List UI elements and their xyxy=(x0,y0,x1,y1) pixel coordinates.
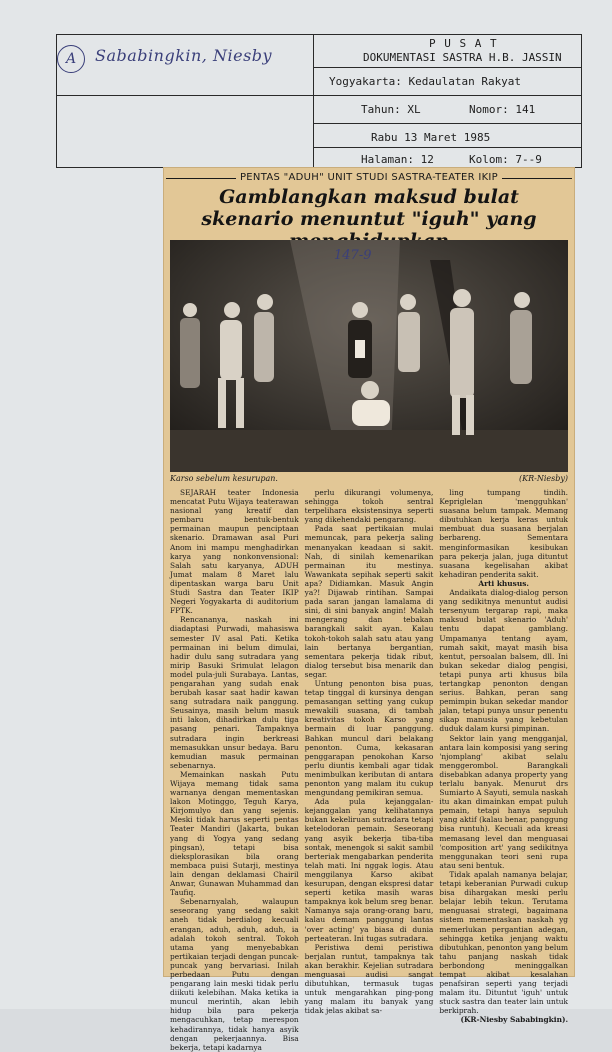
paragraph: Pada saat pertikaian mulai memuncak, para pekerja saling menanyakan keadaan si sakit. Nah, di sinilah kemenarikan permainan itu mestinya. Wawankata sepihak seperti sakit apa? Didiamkan. Masuk Angin ya?! Dijawab rintihan. Sampai pada saran jangan lamalama di sini, di sini banyak angin! Malah mengerang dan tebakan barangkali sakit ayan. Kalau tokoh-tokoh salah satu atau yang lain bertanya bergantian, sementara pekerja tidak ribut, dialog tersebut bisa menarik dan segar. xyxy=(304,524,434,679)
newspaper-clipping xyxy=(164,168,574,1052)
paragraph: Peristiwa demi peristiwa berjalan runtut, tampaknya tak akan berakhir. Kejelian sutradara menguasai audisi sangat dibutuhkan, termasuk tugas untuk mengarahkan ping-pong yang malam itu banyak yang tidak jelas akibat sa- xyxy=(304,942,434,1016)
handwritten-ref: 147-9 xyxy=(334,248,372,263)
author-signature: (KR-Niesby Sababingkin). xyxy=(460,1015,569,1025)
archive-header-box xyxy=(56,34,582,168)
stage-photo xyxy=(170,240,568,472)
paragraph: SEJARAH teater Indonesia mencatat Putu Wijaya teaterawan nasional yang kreatif dan pembaru bentuk-bentuk permainan maupun penciptaan skenario. Dramawan asal Puri Anom ini mampu menghadirkan karya yang nonkonvensional: Salah satu karyanya, ADUH Jumat malam 8 Maret lalu dipentaskan warga baru Unit Studi Sastra dan Teater IKIP Negeri Yogyakarta di auditorium FPTK. xyxy=(170,488,299,616)
paragraph: Rencananya, naskah ini diadaptasi Purwadi, mahasiswa semester IV asal Pati. Ketika permainan ini belum dimulai, hadir dulu sang sutradara yang mirip Basuki Srimulat lelagon model pula-juli Surabaya. Lantas, pengarahan yang sudah enak berubah kasar saat hadir kawan sang sutradara naik panggung. Seusainya, masih belum masuk inti lakon, dihadirkan dulu tiga pasang penari. Tampaknya sutradara ingin berkreasi memasukkan unsur bedaya. Baru kemudian masuk permainan sebenarnya. xyxy=(170,615,299,770)
photo-caption: Karso sebelum kesurupan. xyxy=(170,474,278,483)
article-kicker: PENTAS "ADUH" UNIT STUDI SASTRA-TEATER IKIP xyxy=(164,172,574,183)
photo-credit: (KR-Niesby) xyxy=(519,474,568,483)
kolom-field: Kolom: 7--9 xyxy=(469,153,542,166)
date-field: Rabu 13 Maret 1985 xyxy=(371,131,491,144)
article-body xyxy=(170,488,569,1052)
paragraph: Ada pula kejanggalan-kejanggalan yang kelihatannya bukan kekeliruan sutradara tetapi ketelodoran pemain. Seseorang yang asyik bekerja tiba-tiba sontak, menengok si sakit sambil berteriak mengabarkan penderita telah mati. Ini nggak logis. Atau menggilanya Karso akibat kesurupan, dengan ekspresi datar seperti ketika masih waras tampaknya kok belum sreg benar. Namanya saja orang-orang baru, kalau demam panggung lantas 'over acting' ya biasa di dunia perteateran. Ini tugas sutradara. xyxy=(304,797,434,943)
article-column-2 xyxy=(304,488,434,1016)
article-column-1 xyxy=(170,488,299,1052)
article-headline: Gamblangkan maksud bulat skenario menuntut "iguh" yang xyxy=(201,186,537,230)
article-column-3 xyxy=(439,488,569,1025)
paragraph: ling tumpang tindih. Kepriglelan 'mengguhkan' suasana belum tampak. Memang dibutuhkan kerja keras untuk membuat dua suasana berjalan berbareng. Sementara menginformasikan kesibukan para pekerja jalan, juga dituntut suasana kegelisahan akibat kehadiran penderita sakit. xyxy=(439,488,569,579)
stage-photo-image xyxy=(170,240,568,472)
paragraph: Sektor lain yang mengganjal, antara lain komposisi yang sering 'njomplang' akibat selalu menggerombol. Barangkali disebabkan adanya property yang terlalu banyak. Menurut drs Sumiarto A Sayuti, semula naskah itu akan dimainkan empat puluh pemain, tetapi hanya sepuluh yang aktif (kalau benar, panggung bisa runtuh). Kecuali ada kreasi memasang level dan menguasai 'composition art' yang sedikitnya menggunakan teori seni rupa atau seni bentuk. xyxy=(439,733,569,870)
paragraph: Tidak apalah namanya belajar, tetapi keberanian Purwadi cukup bisa dihargakan meski perlu belajar lebih tekun. Terutama menguasai strategi, bagaimana sistem mementaskan naskah yg memerlukan pergantian adegan, sehingga ketika jenjang waktu dibutuhkan, penonton yang belum tahu panjang naskah tidak berbondong meninggalkan tempat akibat kesalahan penafsiran seperti yang terjadi malam itu. Dituntut 'iguh' untuk stuck sastra dan teater lain untuk berkiprah. xyxy=(439,869,569,1016)
nomor-field: Nomor: 141 xyxy=(469,103,536,116)
pusat-label: P U S A T xyxy=(429,37,498,50)
paragraph: perlu dikurangi volumenya, sehingga tokoh sentral terpelihara eksistensinya seperti yang dikehendaki pengarang. xyxy=(304,488,434,525)
paragraph: Andaikata dialog-dialog person yang sedikitnya menuntut audisi tersenyum tergarap rapi, maka maksud bulat skenario 'Aduh' tentu dapat gamblang. Umpamanya tentang ayam, rumah sakit, mayat masih bisa kentut, persoalan balsem, dll. Ini bukan sekedar dialog pengisi, tetapi punya arti khusus bila tertangkap penonton dengan serius. Bahkan, peran sang pemimpin bukan sekedar mandor jalan, tetapi punya unsur penentu sikap manusia yang kebetulan duduk dalam kursi pimpinan. xyxy=(439,588,569,734)
handwritten-name: Sababingkin, Niesby xyxy=(95,46,273,65)
paragraph: Untung penonton bisa puas, tetap tinggal di kursinya dengan pemasangan setting yang cukup mewakili suasana, di tambah kreativitas tokoh Karso yang bermain di luar panggung. Bahkan muncul dari belakang penonton. Cuma, kekasaran penggarapan penokohan Karso perlu diuntis kembali agar tidak menimbulkan keributan di antara penonton yang malam itu cukup mengundang pemikiran semua. xyxy=(304,678,434,798)
tahun-field: Tahun: XL xyxy=(361,103,421,116)
paragraph: Sebenarnyalah, walaupun seseorang yang sedang sakit aneh tidak berdialog kecuali erangan, aduh, aduh, aduh, ia adalah tokoh sentral. Tokoh utama yang menyebabkan pertikaian terjadi dengan puncak-puncak yang bervariasi. Inilah perbedaan Putu dengan pengarang lain meski tidak perlu diikuti kelebihan. Maka ketika ia muncul merintih, akan lebih hidup bila para pekerja mengacuhkan, tetap merespon kehadirannya, tidak hanya asyik dengan pekerjaannya. Bisa bekerja, tetapi kadarnya xyxy=(170,897,299,1052)
city-paper: Yogyakarta: Kedaulatan Rakyat xyxy=(329,75,522,88)
archive-label-circle: A xyxy=(57,45,85,73)
subheading: Arti khusus. xyxy=(478,578,529,588)
paragraph: Memainkan naskah Putu Wijaya memang tidak sama warnanya dengan mementaskan lakon Motinggo, Teguh Karya, Kirjomulyo dan yang sejenis. Meski tidak harus seperti pentas Teater Mandiri (Jakarta, bukan yang di Yogya yang sedang pingsan), tetapi bisa dieksplorasikan bila orang membaca puisi Sutarji, mestinya lain dengan deklamasi Chairil Anwar, Gunawan Muhammad dan Taufiq. xyxy=(170,769,299,898)
halaman-field: Halaman: 12 xyxy=(361,153,434,166)
institution-name: DOKUMENTASI SASTRA H.B. JASSIN xyxy=(363,51,562,64)
